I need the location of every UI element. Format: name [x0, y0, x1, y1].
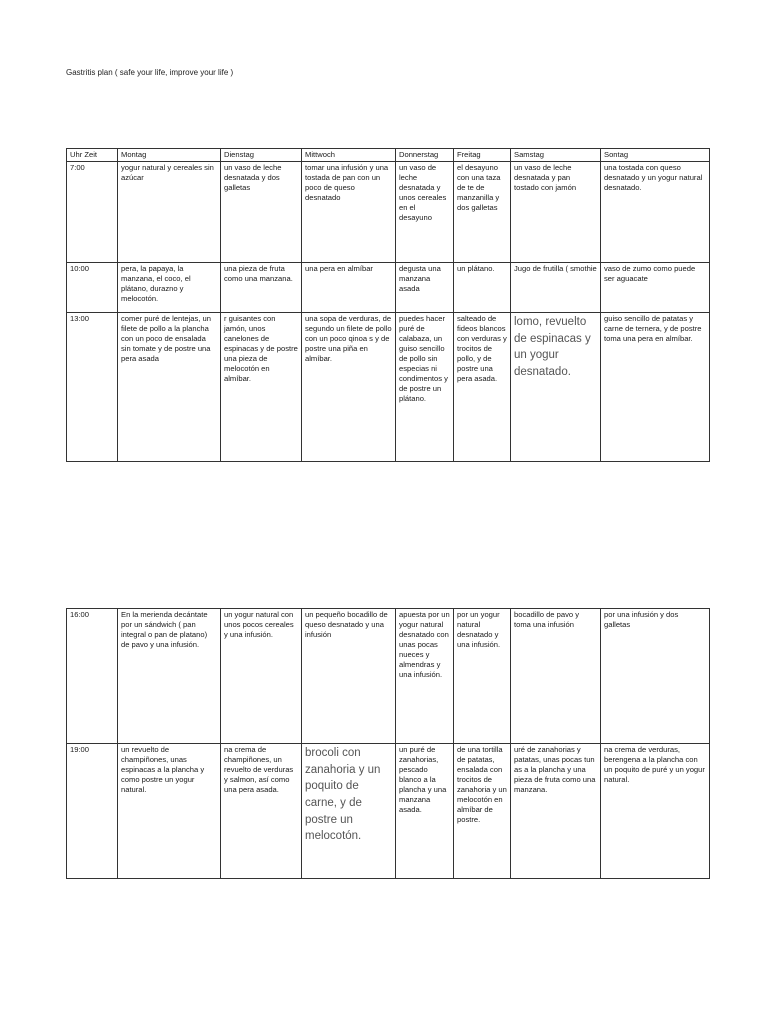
meal-cell: de una tortilla de patatas, ensalada con trocitos de zanahoria y un melocotón en almíbar de postre. [454, 744, 511, 879]
meal-cell: r guisantes con jamón, unos canelones de espinacas y de postre una pieza de melocotón en almíbar. [221, 313, 302, 462]
table-row-1300 [67, 313, 710, 462]
meal-cell: bocadillo de pavo y toma una infusión [511, 609, 601, 744]
meal-cell: uré de zanahorias y patatas, unas pocas tun as a la plancha y una pieza de fruta como una manzana. [511, 744, 601, 879]
meal-cell: un vaso de leche desnatada y pan tostado con jamón [511, 162, 601, 263]
page-title: Gastritis plan ( safe your life, improve your life ) [66, 68, 234, 77]
meal-cell: un pequeño bocadillo de queso desnatado y una infusión [302, 609, 396, 744]
header-time: Uhr Zeit [67, 149, 118, 162]
meal-cell: un plátano. [454, 263, 511, 313]
header-wednesday: Mittwoch [302, 149, 396, 162]
table-row-1600 [67, 609, 710, 744]
meal-cell: una pieza de fruta como una manzana. [221, 263, 302, 313]
meal-cell: por una infusión y dos galletas [601, 609, 710, 744]
meal-cell: una sopa de verduras, de segundo un filete de pollo con un poco qinoa s y de postre una piña en almíbar. [302, 313, 396, 462]
table-row-0700 [67, 162, 710, 263]
meal-cell-large [511, 313, 601, 462]
meal-cell: guiso sencillo de patatas y carne de ternera, y de postre toma una pera en almíbar. [601, 313, 710, 462]
time-cell: 16:00 [67, 609, 118, 744]
meal-cell: degusta una manzana asada [396, 263, 454, 313]
meal-cell: na crema de champiñones, un revuelto de verduras y salmon, así como una pera asada. [221, 744, 302, 879]
meal-plan-table-morning [66, 148, 710, 462]
meal-cell: salteado de fideos blancos con verduras y trocitos de pollo, y de postre una pera asada. [454, 313, 511, 462]
meal-cell: un puré de zanahorias, pescado blanco a la plancha y una manzana asada. [396, 744, 454, 879]
time-cell: 10:00 [67, 263, 118, 313]
time-cell: 7:00 [67, 162, 118, 263]
meal-cell: una tostada con queso desnatado y un yogur natural desnatado. [601, 162, 710, 263]
time-cell: 19:00 [67, 744, 118, 879]
meal-cell: un yogur natural con unos pocos cereales y una infusión. [221, 609, 302, 744]
meal-cell: tomar una infusión y una tostada de pan con un poco de queso desnatado [302, 162, 396, 263]
header-friday: Freitag [454, 149, 511, 162]
header-tuesday: Dienstag [221, 149, 302, 162]
meal-cell: yogur natural y cereales sin azúcar [118, 162, 221, 263]
header-monday: Montag [118, 149, 221, 162]
header-saturday: Samstag [511, 149, 601, 162]
meal-cell: puedes hacer puré de calabaza, un guiso sencillo de pollo sin especias ni condimentos y de postre un plátano. [396, 313, 454, 462]
meal-text-large: lomo, revuelto de espinacas y un yogur desnatado. [514, 316, 591, 379]
table-row-1900 [67, 744, 710, 879]
table-row-1000 [67, 263, 710, 313]
meal-cell: comer puré de lentejas, un filete de pollo a la plancha con un poco de ensalada sin tomate y de postre una pera asada [118, 313, 221, 462]
header-row [67, 149, 710, 162]
meal-cell: un vaso de leche desnatada y dos galletas [221, 162, 302, 263]
meal-cell: Jugo de frutilla ( smothie [511, 263, 601, 313]
meal-cell: una pera en almíbar [302, 263, 396, 313]
meal-cell: un vaso de leche desnatada y unos cereales en el desayuno [396, 162, 454, 263]
time-cell: 13:00 [67, 313, 118, 462]
meal-cell: un revuelto de champiñones, unas espinacas a la plancha y como postre un yogur natural. [118, 744, 221, 879]
meal-cell: por un yogur natural desnatado y una infusión. [454, 609, 511, 744]
meal-cell: pera, la papaya, la manzana, el coco, el plátano, durazno y melocotón. [118, 263, 221, 313]
meal-cell: En la merienda decántate por un sándwich ( pan integral o pan de platano) de pavo y una infusión. [118, 609, 221, 744]
meal-cell: vaso de zumo como puede ser aguacate [601, 263, 710, 313]
meal-cell: el desayuno con una taza de te de manzanilla y dos galletas [454, 162, 511, 263]
meal-cell-large [302, 744, 396, 879]
meal-cell: na crema de verduras, berengena a la plancha con un poquito de puré y un yogur natural. [601, 744, 710, 879]
meal-cell: apuesta por un yogur natural desnatado con unas pocas nueces y almendras y una infusión. [396, 609, 454, 744]
meal-plan-table-evening [66, 608, 710, 879]
header-sunday: Sontag [601, 149, 710, 162]
header-thursday: Donnerstag [396, 149, 454, 162]
meal-text-large: brocoli con zanahoria y un poquito de carne, y de postre un melocotón. [305, 747, 381, 843]
